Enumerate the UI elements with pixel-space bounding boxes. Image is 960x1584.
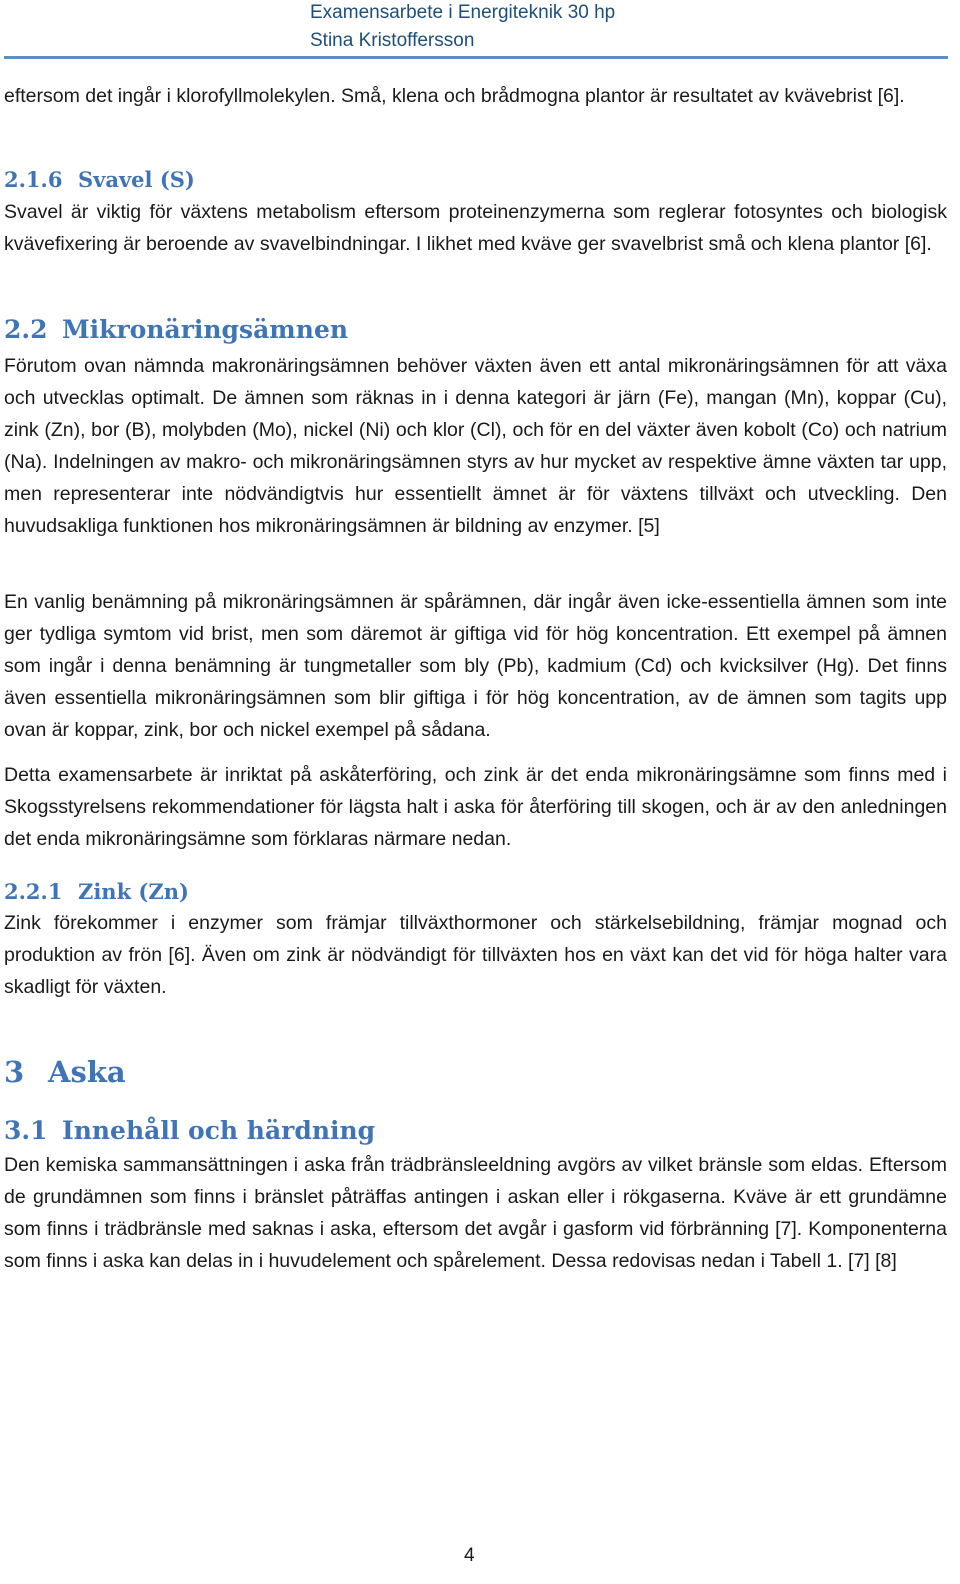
heading-title: Zink (Zn) — [78, 879, 189, 904]
header-divider — [4, 56, 948, 59]
page-number: 4 — [464, 1545, 475, 1566]
paragraph-mikronaringsamnen-1: Förutom ovan nämnda makronäringsämnen behöver växten även ett antal mikronäringsämnen för att växa och utvecklas optimalt. De ämnen som räknas in i denna kategori är järn (Fe), mangan (Mn), koppar (Cu), zink (Zn), bor (B), molybden (Mo), nickel (Ni) och klor (Cl), och för en del växter även kobolt (Co) och natrium (Na). Indelningen av makro- och mikronäringsämnen styrs av hur mycket av respektive ämne växten tar upp, men representerar inte nödvändigtvis hur essentiellt ämnet är för växtens tillväxt och utveckling. Den huvudsakliga funktionen hos mikronäringsämnen är bildning av enzymer. [5] — [4, 355, 947, 537]
heading-title: Innehåll och härdning — [62, 1116, 376, 1145]
heading-title: Svavel (S) — [78, 167, 195, 192]
heading-3-1 — [4, 1115, 375, 1147]
paragraph-aska: Den kemiska sammansättningen i aska från trädbränsleeldning avgörs av vilket bränsle som eldas. Eftersom de grundämnen som finns i bränslet påträffas antingen i askan eller i rökgaserna. Kväve är ett grundämne som finns i trädbränsle med saknas i aska, eftersom det avgår i gasform vid förbränning [7]. Komponenterna som finns i aska kan delas in i huvudelement och spårelement. Dessa redovisas nedan i Tabell 1. [7] [8] — [4, 1154, 947, 1272]
heading-title: Aska — [48, 1055, 126, 1089]
heading-3 — [4, 1054, 126, 1090]
paragraph-mikronaringsamnen-3: Detta examensarbete är inriktat på askåterföring, och zink är det enda mikronäringsämne som finns med i Skogsstyrelsens rekommendationer för lägsta halt i aska för återföring till skogen, och är av den anledningen det enda mikronäringsämne som förklaras närmare nedan. — [4, 764, 947, 850]
heading-title: Mikronäringsämnen — [62, 315, 349, 344]
header-title: Examensarbete i Energiteknik 30 hp — [310, 2, 616, 23]
heading-2-2 — [4, 314, 348, 346]
heading-2-2-1 — [4, 878, 189, 906]
heading-number: 2.2.1 — [4, 879, 63, 904]
heading-number: 2.1.6 — [4, 167, 63, 192]
paragraph-zink: Zink förekommer i enzymer som främjar tillväxthormoner och stärkelsebildning, främjar mognad och produktion av frön [6]. Även om zink är nödvändigt för tillväxten hos en växt kan det vid för höga halter vara skadligt för växten. — [4, 912, 947, 998]
heading-number: 3 — [4, 1055, 25, 1089]
heading-2-1-6 — [4, 166, 195, 194]
paragraph-intro: eftersom det ingår i klorofyllmolekylen. Små, klena och brådmogna plantor är resultatet av kvävebrist [6]. — [4, 85, 905, 107]
paragraph-mikronaringsamnen-2: En vanlig benämning på mikronäringsämnen är spårämnen, där ingår även icke-essentiella ämnen som inte ger tydliga symtom vid brist, men som däremot är giftiga vid för hög koncentration. Ett exempel på ämnen som ingår i denna benämning är tungmetaller som bly (Pb), kadmium (Cd) och kvicksilver (Hg). Det finns även essentiella mikronäringsämnen som blir giftiga i för hög koncentration, av de ämnen som tagits upp ovan är koppar, zink, bor och nickel exempel på sådana. — [4, 591, 947, 741]
header-author: Stina Kristoffersson — [310, 30, 475, 51]
heading-number: 2.2 — [4, 315, 48, 344]
page-header — [0, 0, 960, 60]
paragraph-svavel: Svavel är viktig för växtens metabolism eftersom proteinenzymerna som reglerar fotosyntes och biologisk kvävefixering är beroende av svavelbindningar. I likhet med kväve ger svavelbrist små och klena plantor [6]. — [4, 201, 947, 255]
heading-number: 3.1 — [4, 1116, 48, 1145]
